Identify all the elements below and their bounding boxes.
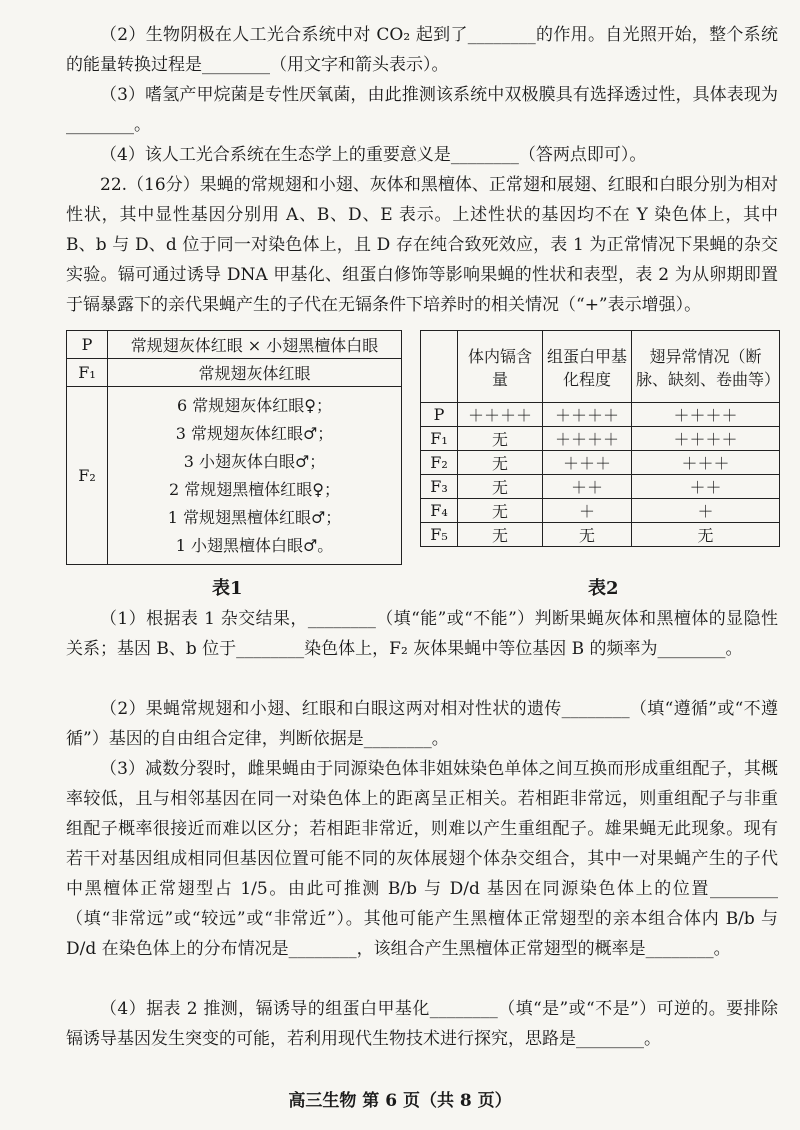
q21-part2: （2）生物阴极在人工光合系统中对 CO₂ 起到了________的作用。自光照开始，整个系统的能量转换过程是________（用文字和箭头表示）。 (66, 25, 778, 75)
table-row (421, 499, 780, 523)
table-1 (66, 330, 402, 565)
table-2-caption: 表2 (588, 578, 619, 599)
t1-f2-label: F₂ (67, 387, 108, 565)
t2-header-wing: 翅异常情况（断脉、缺刻、卷曲等） (632, 331, 780, 403)
t1-f2-row: 1 小翅黑檀体白眼♂。 (175, 535, 334, 555)
t1-f2-row: 2 常规翅黑檀体红眼♀； (169, 479, 340, 499)
t2-cd: 无 (458, 523, 543, 547)
page-footer: 高三生物 第 6 页（共 8 页） (288, 1091, 512, 1111)
t1-p-label: P (67, 331, 108, 359)
q22-sub1: （1）根据表 1 杂交结果，________（填“能”或“不能”）判断果蝇灰体和黑檀体的显隐性关系；基因 B、b 位于________染色体上，F₂ 灰体果蝇中等位基因 B 的频率为________。 (66, 609, 778, 659)
t2-gen: F₅ (421, 523, 458, 547)
t2-methyl: ＋＋＋ (543, 451, 632, 475)
t1-f2-row: 1 常规翅黑檀体红眼♂； (167, 507, 342, 527)
q22-intro: 22.（16分）果蝇的常规翅和小翅、灰体和黑檀体、正常翅和展翅、红眼和白眼分别为相对性状，其中显性基因分别用 A、B、D、E 表示。上述性状的基因均不在 Y 染色体上，其中 B、b 与 D、d 位于同一对染色体上，且 D 存在纯合致死效应，表 1 为正常情况下果蝇的杂交实验。镉可通过诱导 DNA 甲基化、组蛋白修饰等影响果蝇的性状和表型，表 2 为从卵期即置于镉暴露下的亲代果蝇产生的子代在无镉条件下培养时的相关情况（“+”表示增强）。 (66, 175, 778, 315)
q22-sub2: （2）果蝇常规翅和小翅、红眼和白眼这两对相对性状的遗传________（填“遵循”或“不遵循”）基因的自由组合定律，判断依据是________。 (66, 699, 778, 749)
t1-p-value: 常规翅灰体红眼 × 小翅黑檀体白眼 (108, 331, 402, 359)
t2-gen: P (421, 403, 458, 427)
t2-cd: ＋＋＋＋ (458, 403, 543, 427)
t2-wing: ＋＋＋＋ (632, 403, 780, 427)
t2-methyl: ＋＋ (543, 475, 632, 499)
q22-sub4: （4）据表 2 推测，镉诱导的组蛋白甲基化________（填“是”或“不是”）可逆的。要排除镉诱导基因发生突变的可能，若利用现代生物技术进行探究，思路是________。 (66, 999, 778, 1049)
t2-cd: 无 (458, 451, 543, 475)
t2-gen: F₄ (421, 499, 458, 523)
q21-part4: （4）该人工光合系统在生态学上的重要意义是________（答两点即可）。 (100, 145, 647, 165)
t2-wing: ＋＋ (632, 475, 780, 499)
t1-f2-list (108, 387, 402, 565)
t2-cd: 无 (458, 427, 543, 451)
t2-gen: F₁ (421, 427, 458, 451)
table-1-caption: 表1 (212, 578, 243, 599)
q22-sub3: （3）减数分裂时，雌果蝇由于同源染色体非姐妹染色单体之间互换而形成重组配子，其概率较低，且与相邻基因在同一对染色体上的距离呈正相关。若相距非常远，则重组配子与非重组配子概率很接近而难以区分；若相距非常近，则难以产生重组配子。雄果蝇无此现象。现有若干对基因组成相同但基因位置可能不同的灰体展翅个体杂交组合，其中一对果蝇产生的子代中黑檀体正常翅型占 1/5。由此可推测 B/b 与 D/d 基因在同源染色体上的位置________（填“非常远”或“较远”或“非常近”）。其他可能产生黑檀体正常翅型的亲本组合体内 B/b 与 D/d 在染色体上的分布情况是________，该组合产生黑檀体正常翅型的概率是________。 (66, 759, 778, 959)
table-row (421, 427, 780, 451)
t1-f1-value: 常规翅灰体红眼 (108, 359, 402, 387)
table-2 (420, 330, 780, 547)
table-row (421, 403, 780, 427)
table-row (421, 451, 780, 475)
t1-f2-row: 3 小翅灰体白眼♂； (183, 451, 326, 471)
t2-wing: ＋＋＋ (632, 451, 780, 475)
t2-methyl: 无 (543, 523, 632, 547)
t2-methyl: ＋＋＋＋ (543, 427, 632, 451)
t2-methyl: ＋ (543, 499, 632, 523)
t2-gen: F₂ (421, 451, 458, 475)
table-row (421, 475, 780, 499)
t2-corner (421, 331, 458, 403)
t2-gen: F₃ (421, 475, 458, 499)
q21-part3: （3）嗜氢产甲烷菌是专性厌氧菌，由此推测该系统中双极膜具有选择透过性，具体表现为________。 (66, 85, 778, 135)
t2-wing: 无 (632, 523, 780, 547)
t2-methyl: ＋＋＋＋ (543, 403, 632, 427)
t2-cd: 无 (458, 475, 543, 499)
t1-f2-row: 3 常规翅灰体红眼♂； (175, 423, 334, 443)
t2-header-cd: 体内镉含量 (458, 331, 543, 403)
table-row (421, 523, 780, 547)
t1-f2-row: 6 常规翅灰体红眼♀； (177, 395, 332, 415)
t2-header-methyl: 组蛋白甲基化程度 (543, 331, 632, 403)
t2-cd: 无 (458, 499, 543, 523)
t2-wing: ＋＋＋＋ (632, 427, 780, 451)
t1-f1-label: F₁ (67, 359, 108, 387)
t2-wing: ＋ (632, 499, 780, 523)
